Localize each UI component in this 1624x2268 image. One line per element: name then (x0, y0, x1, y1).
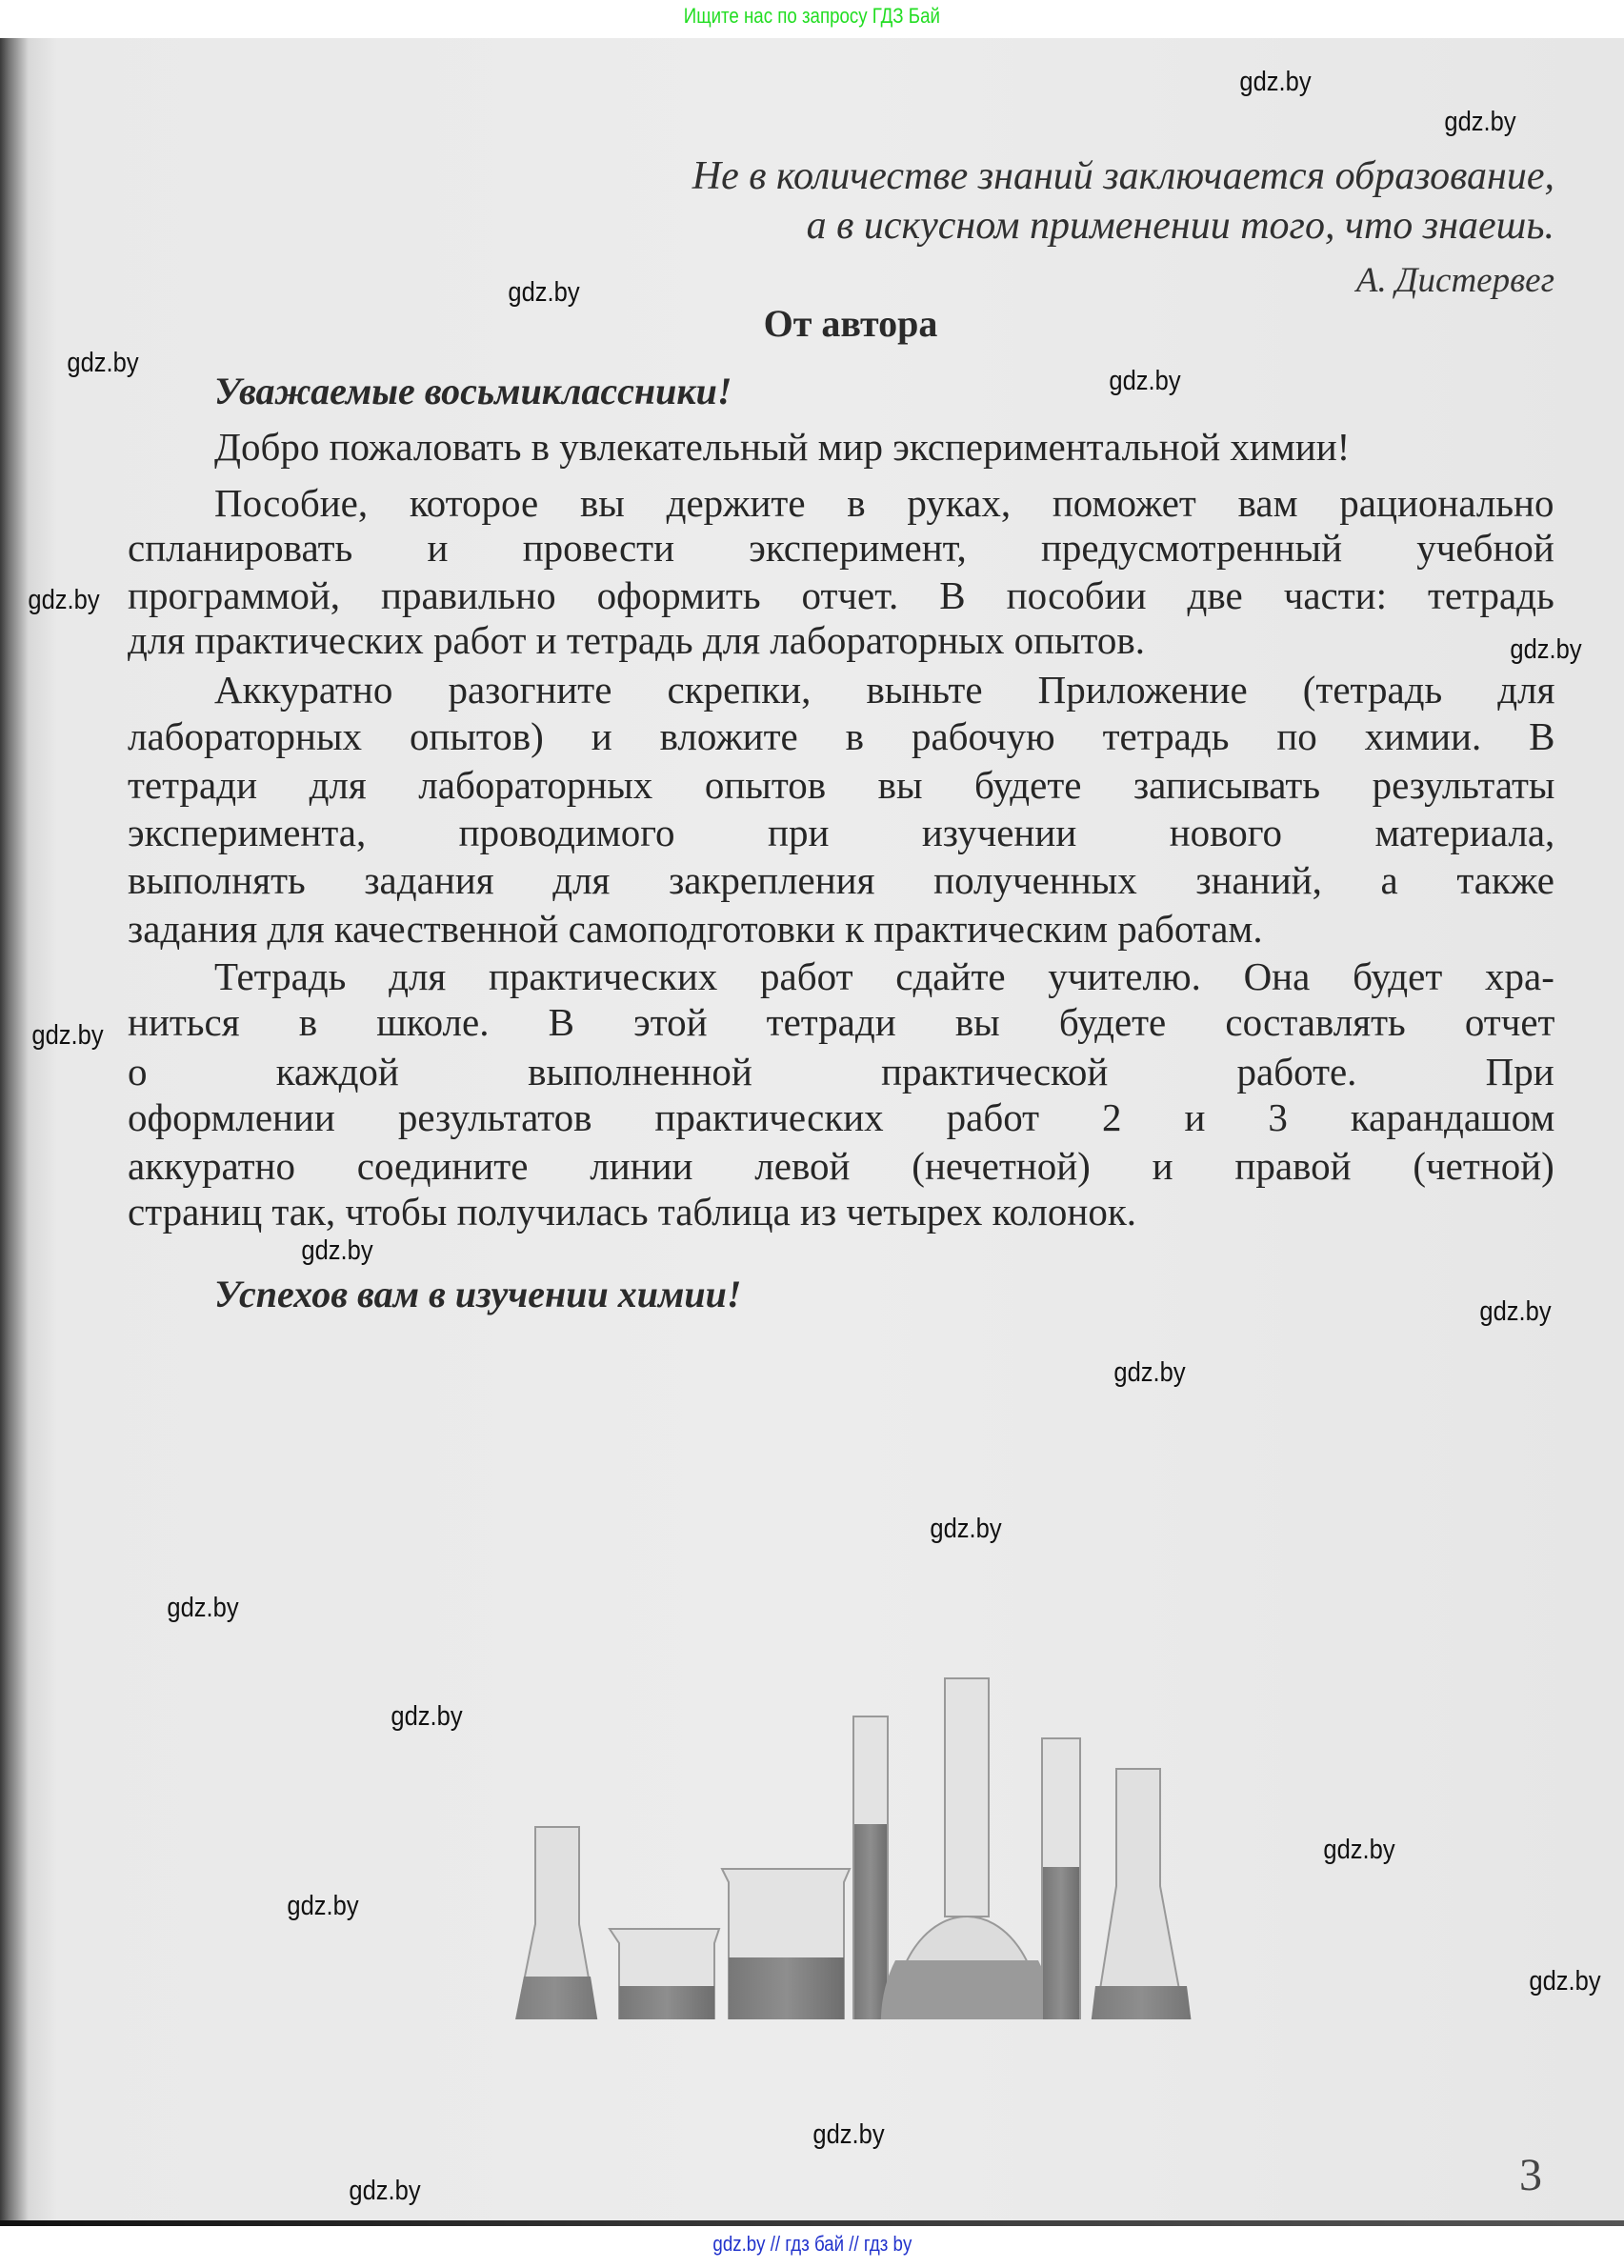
watermark-text: gdz.by (1109, 366, 1181, 396)
watermark-text: gdz.by (508, 277, 580, 308)
top-banner-link[interactable]: Ищите нас по запросу ГДЗ Бай (683, 4, 941, 28)
watermark-text: gdz.by (287, 1891, 359, 1921)
greeting: Уважаемые восьмиклассники! (214, 370, 732, 412)
watermark-text: gdz.by (1529, 1966, 1601, 1997)
lab-glassware-illustration (457, 1657, 1238, 2019)
body-line: спланировать и провести эксперимент, предусмотренный учебной (128, 526, 1554, 570)
watermark-text: gdz.by (301, 1235, 373, 1266)
body-line: программой, правильно оформить отчет. В пособии две части: тетрадь (128, 573, 1554, 617)
erlenmeyer-flask-left (495, 1827, 614, 2019)
body-line: аккуратно соедините линии левой (нечетной) и правой (четной) (128, 1144, 1554, 1188)
watermark-text: gdz.by (1479, 1296, 1552, 1327)
body-line: ниться в школе. В этой тетради вы будете составлять отчет (128, 1000, 1555, 1044)
body-line: для практических работ и тетрадь для лабораторных опытов. (128, 618, 1146, 662)
watermark-text: gdz.by (930, 1514, 1002, 1544)
body-line: тетради для лабораторных опытов вы будете записывать результаты (128, 763, 1555, 807)
round-bottom-flask (881, 1678, 1053, 2019)
body-line: задания для качественной самоподготовки к практическим работам. (128, 907, 1263, 951)
watermark-text: gdz.by (28, 585, 100, 615)
body-line: Пособие, которое вы держите в руках, поможет вам рационально (214, 481, 1554, 525)
body-line: эксперимента, проводимого при изучении нового материала, (128, 811, 1555, 854)
watermark-text: gdz.by (31, 1020, 104, 1051)
body-line: Тетрадь для практических работ сдайте учителю. Она будет хра- (214, 954, 1554, 998)
small-beaker (610, 1929, 719, 2019)
body-line: выполнять задания для закрепления полученных знаний, а также (128, 858, 1554, 902)
body-line: Добро пожаловать в увлекательный мир экспериментальной химии! (214, 425, 1351, 469)
bottom-banner-links[interactable]: gdz.by // гдз бай // гдз by (712, 2232, 912, 2256)
epigraph-line-1: Не в количестве знаний заключается образование, (692, 154, 1554, 198)
page-title: От автора (763, 302, 938, 345)
body-line: страниц так, чтобы получилась таблица из четырех колонок. (128, 1190, 1136, 1234)
watermark-text: gdz.by (391, 1701, 463, 1732)
closing: Успехов вам в изучении химии! (214, 1273, 742, 1315)
large-beaker (722, 1869, 850, 2019)
page-number: 3 (1519, 2150, 1542, 2200)
watermark-text: gdz.by (349, 2176, 421, 2206)
body-line: Аккуратно разогните скрепки, выньте Приложение (тетрадь для (214, 668, 1555, 712)
top-banner (0, 0, 1624, 38)
epigraph-author: А. Дистервег (1355, 261, 1554, 300)
watermark-text: gdz.by (1239, 67, 1312, 97)
watermark-text: gdz.by (1444, 107, 1516, 137)
watermark-text: gdz.by (67, 348, 139, 378)
watermark-text: gdz.by (167, 1593, 239, 1623)
body-line: оформлении результатов практических работ 2 и 3 карандашом (128, 1095, 1555, 1139)
body-line: лабораторных опытов) и вложите в рабочую тетрадь по химии. В (128, 714, 1555, 758)
erlenmeyer-flask-right (1078, 1769, 1205, 2019)
watermark-text: gdz.by (1510, 634, 1582, 665)
epigraph-line-2: а в искусном применении того, что знаешь. (806, 204, 1554, 248)
watermark-text: gdz.by (1113, 1357, 1186, 1388)
watermark-text: gdz.by (812, 2119, 885, 2150)
bottom-banner (0, 2226, 1624, 2268)
watermark-text: gdz.by (1323, 1835, 1395, 1865)
body-line: о каждой выполненной практической работе. При (128, 1050, 1554, 1094)
